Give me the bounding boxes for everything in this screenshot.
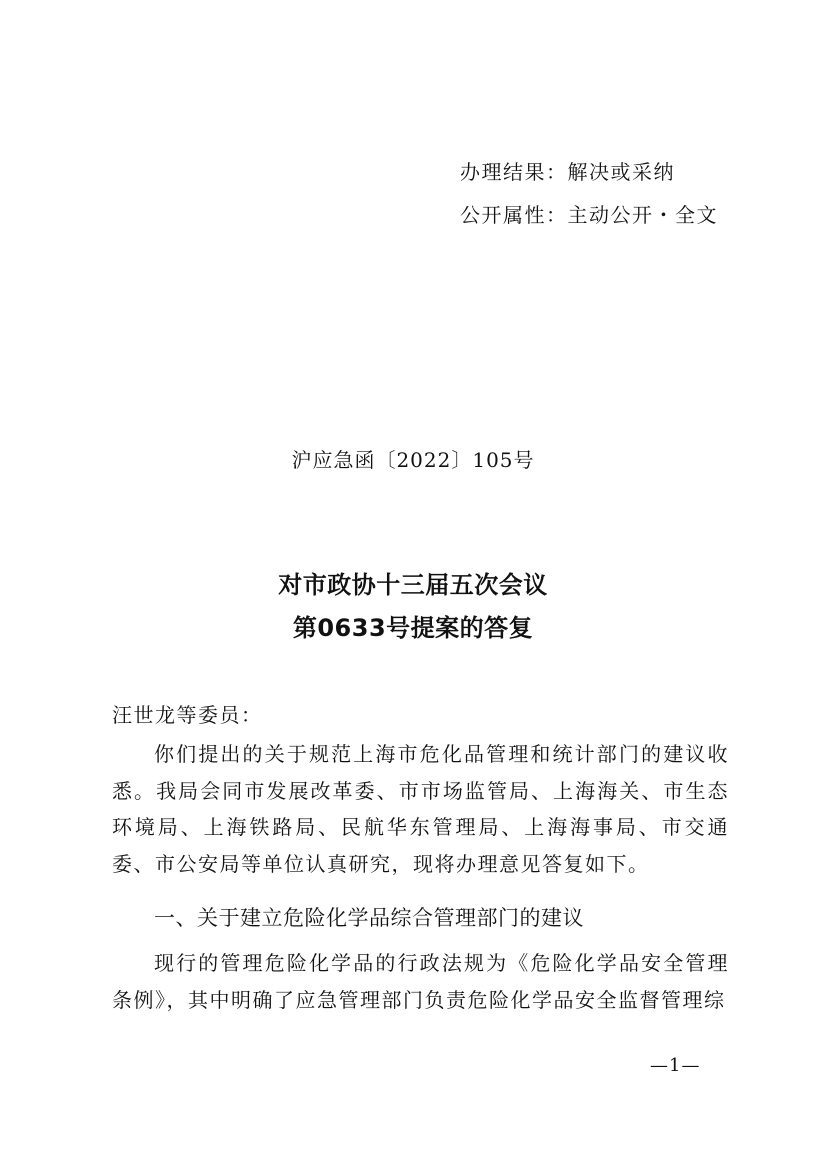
page-number: —1— <box>650 1055 701 1076</box>
handling-result: 办理结果：解决或采纳 <box>460 160 675 184</box>
salutation: 汪世龙等委员： <box>112 703 263 727</box>
title-line-2: 第0633号提案的答复 <box>292 614 534 642</box>
title-line-1: 对市政协十三届五次会议 <box>278 571 548 599</box>
body-paragraph-1: 你们提出的关于规范上海市危化品管理和统计部门的建议收悉。我局会同市发展改革委、市市场监管局、上海海关、市生态环境局、上海铁路局、民航华东管理局、上海海事局、市交通委、市公安局等单位认真研究，现将办理意见答复如下。 <box>112 742 729 876</box>
document-number: 沪应急函〔2022〕105号 <box>291 448 535 472</box>
disclosure-attribute: 公开属性：主动公开・全文 <box>460 203 718 227</box>
body-paragraph-2: 现行的管理危险化学品的行政法规为《危险化学品安全管理条例》，其中明确了应急管理部门负责危险化学品安全监督管理综 <box>112 951 729 1012</box>
section-heading: 一、关于建立危险化学品综合管理部门的建议 <box>154 906 584 930</box>
